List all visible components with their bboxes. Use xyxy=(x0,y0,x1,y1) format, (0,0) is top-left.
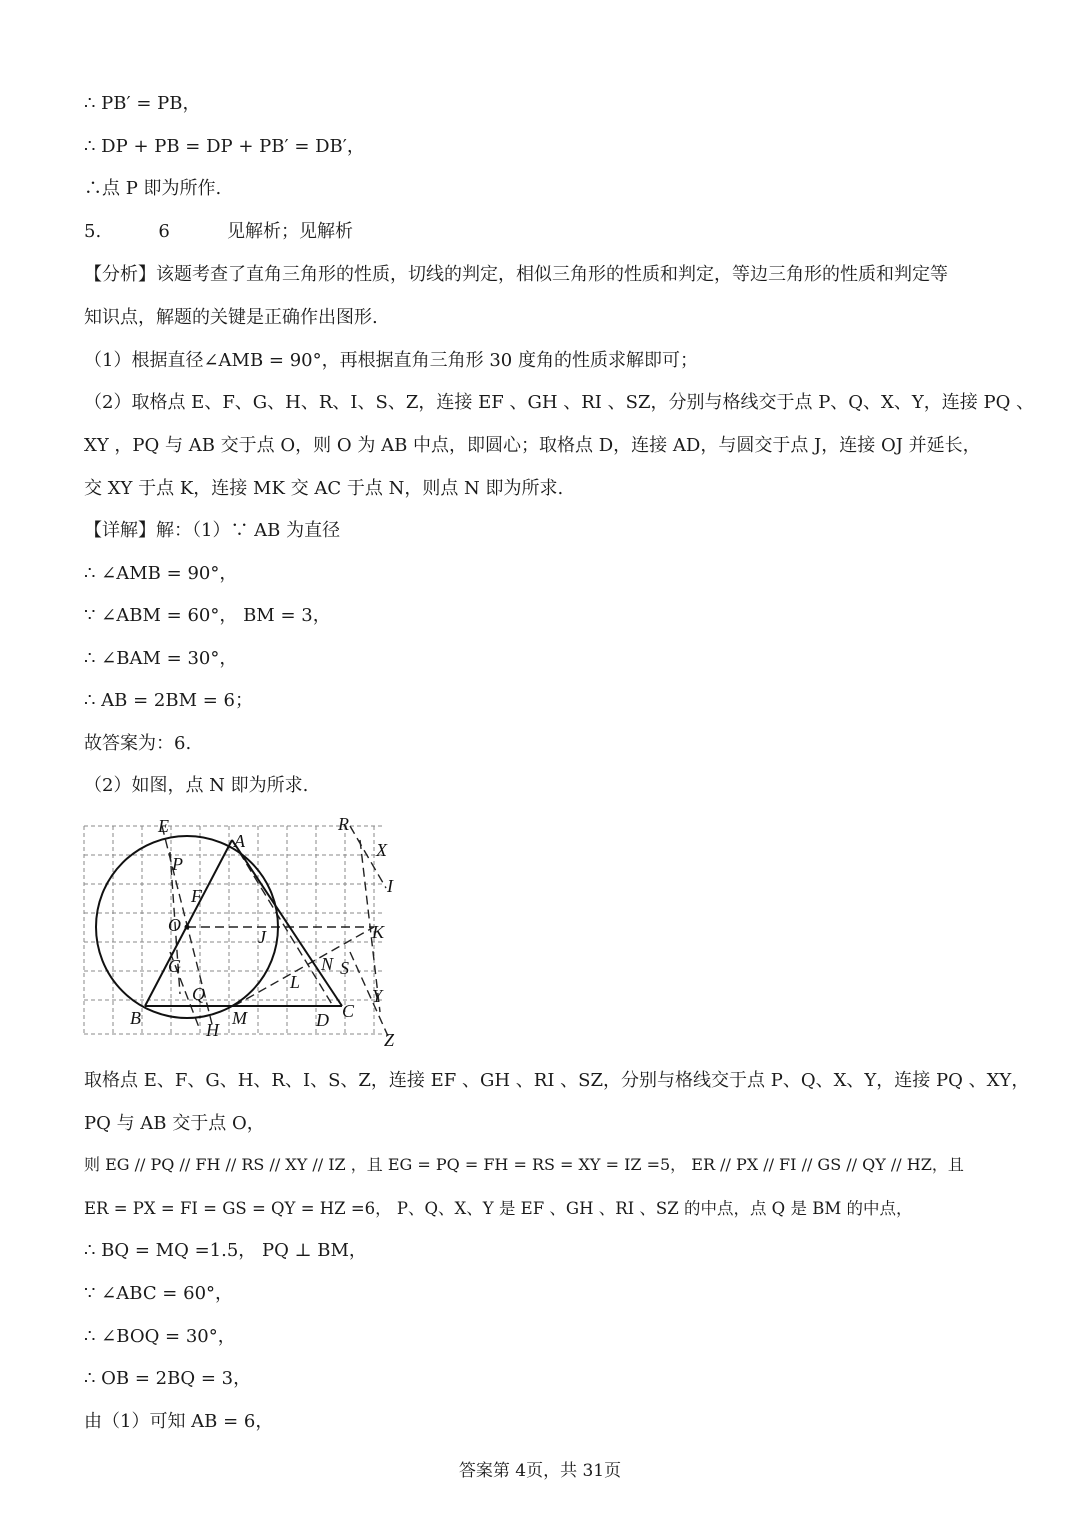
label-L: L xyxy=(290,972,301,992)
label-S: S xyxy=(340,958,349,978)
text-line-2-4: ER = PX = FI = GS = QY = HZ =6， P、Q、X、Y 是 EF 、GH 、RI 、SZ 的中点，点 Q 是 BM 的中点， xyxy=(84,1199,913,1218)
center-dot xyxy=(185,925,190,930)
analysis-line-1: 【分析】该题考查了直角三角形的性质，切线的判定，相似三角形的性质和判定，等边三角形的性质和判定等 xyxy=(84,264,948,285)
label-B: B xyxy=(130,1008,141,1028)
construction-lines xyxy=(162,826,388,1036)
label-X: X xyxy=(376,840,387,860)
text-line-2-5: ∴ BQ = MQ =1.5， PQ ⊥ BM， xyxy=(84,1240,367,1261)
detail-line-4: ∴ AB = 2BM = 6； xyxy=(84,690,254,711)
detail-line-2: ∵ ∠ABM = 60°， BM = 3， xyxy=(84,605,331,626)
detail-answer: 故答案为：6. xyxy=(84,733,192,754)
label-P: P xyxy=(172,854,183,874)
detail-line-1: ∴ ∠AMB = 90°， xyxy=(84,563,238,584)
label-Q: Q xyxy=(192,984,205,1004)
label-M: M xyxy=(232,1008,247,1028)
analysis-line-6: 交 XY 于点 K，连接 MK 交 AC 于点 N，则点 N 即为所求. xyxy=(84,478,564,499)
label-G: G xyxy=(168,956,181,976)
geometry-figure xyxy=(80,812,400,1052)
label-F: F xyxy=(191,886,202,906)
text-line-2-7: ∴ ∠BOQ = 30°， xyxy=(84,1326,236,1347)
question-5-answer: 5. 6 见解析；见解析 xyxy=(84,221,354,242)
text-line-2-8: ∴ OB = 2BQ = 3， xyxy=(84,1368,252,1389)
text-line-2-2: PQ 与 AB 交于点 O， xyxy=(84,1113,265,1134)
label-R: R xyxy=(338,814,349,834)
label-C: C xyxy=(342,1001,355,1021)
label-A: A xyxy=(234,831,245,851)
analysis-line-2: 知识点，解题的关键是正确作出图形. xyxy=(84,307,378,328)
text-line-1: ∴ PB′ = PB， xyxy=(84,93,201,114)
label-D: D xyxy=(316,1010,329,1030)
detail-heading: 【详解】解：（1）∵ AB 为直径 xyxy=(84,520,341,541)
label-Y: Y xyxy=(372,986,383,1006)
label-O: O xyxy=(168,915,181,935)
text-line-2: ∴ DP + PB = DP + PB′ = DB′， xyxy=(84,136,365,157)
label-N: N xyxy=(321,954,334,974)
label-I: I xyxy=(387,876,393,896)
text-line-3: ∴点 P 即为所作. xyxy=(84,178,222,199)
label-E: E xyxy=(158,816,169,836)
text-line-2-6: ∵ ∠ABC = 60°， xyxy=(84,1283,234,1304)
label-J: J xyxy=(258,927,266,947)
text-line-2-1: 取格点 E、F、G、H、R、I、S、Z，连接 EF 、GH 、RI 、SZ，分别与格线交于点 P、Q、X、Y，连接 PQ 、XY， xyxy=(84,1070,1030,1091)
label-K: K xyxy=(372,922,385,942)
detail-line-3: ∴ ∠BAM = 30°， xyxy=(84,648,238,669)
text-line-2-3: 则 EG // PQ // FH // RS // XY // IZ ，且 EG = PQ = FH = RS = XY = IZ =5， ER // PX // FI // GS // QY // HZ，且 xyxy=(84,1155,964,1174)
page-footer: 答案第 4页，共 31页 xyxy=(458,1461,622,1481)
detail-part-2: （2）如图，点 N 即为所求. xyxy=(84,775,309,796)
label-H: H xyxy=(206,1020,219,1040)
label-Z: Z xyxy=(384,1030,395,1050)
analysis-line-5: XY ，PQ 与 AB 交于点 O，则 O 为 AB 中点，即圆心；取格点 D，连接 AD，与圆交于点 J，连接 OJ 并延长， xyxy=(84,435,981,456)
analysis-line-4: （2）取格点 E、F、G、H、R、I、S、Z，连接 EF 、GH 、RI 、SZ，分别与格线交于点 P、Q、X、Y，连接 PQ 、 xyxy=(84,392,1035,413)
analysis-line-3: （1）根据直径∠AMB = 90°，再根据直角三角形 30 度角的性质求解即可； xyxy=(84,350,698,371)
text-line-2-9: 由（1）可知 AB = 6， xyxy=(84,1411,274,1432)
